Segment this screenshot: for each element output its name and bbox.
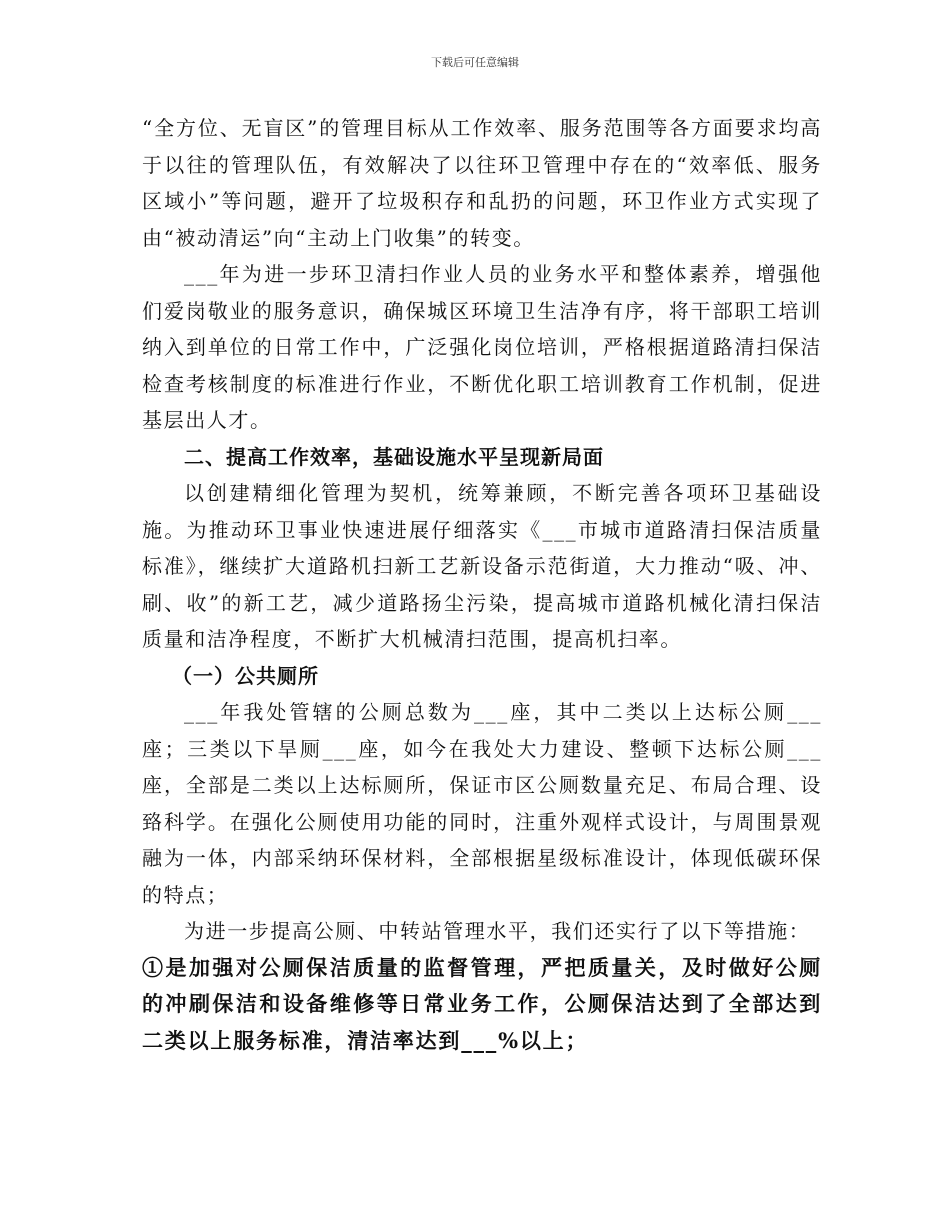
paragraph-1: “全方位、无盲区”的管理目标从工作效率、服务范围等各方面要求均高于以往的管理队伍，有效解决了以往环卫管理中存在的“效率低、服务区域小”等问题，避开了垃圾积存和乱扔的问题，环卫作业方式实现了由“被动清运”向“主动上门收集”的转变。 <box>142 116 822 250</box>
paragraph-2: ___年为进一步环卫清扫作业人员的业务水平和整体素养，增强他们爱岗敬业的服务意识，确保城区环境卫生洁净有序，将干部职工培训纳入到单位的日常工作中，广泛强化岗位培训，严格根据道路清扫保洁检查考核制度的标准进行作业，不断优化职工培训教育工作机制，促进基层出人才。 <box>142 262 822 432</box>
page-header-note: 下载后可任意编辑 <box>431 56 519 69</box>
section-heading-2: 二、提高工作效率，基础设施水平呈现新局面 <box>184 444 604 469</box>
paragraph-5: 为进一步提高公厕、中转站管理水平，我们还实行了以下等措施： <box>184 919 811 943</box>
paragraph-4: ___年我处管辖的公厕总数为___座，其中二类以上达标公厕___座；三类以下旱厕___座，如今在我处大力建设、整顿下达标公厕___座，全部是二类以上达标厕所，保证市区公厕数量充足、布局合理、设臵科学。在强化公厕使用功能的同时，注重外观样式设计，与周围景观融为一体，内部采纳环保材料，全部根据星级标准设计，体现低碳环保的特点； <box>142 700 822 907</box>
document-body <box>142 110 822 1059</box>
paragraph-3: 以创建精细化管理为契机，统筹兼顾，不断完善各项环卫基础设施。为推动环卫事业快速进展仔细落实《___市城市道路清扫保洁质量标准》，继续扩大道路机扫新工艺新设备示范街道，大力推动“吸、冲、刷、收”的新工艺，减少道路扬尘污染，提高城市道路机械化清扫保洁质量和洁净程度，不断扩大机械清扫范围，提高机扫率。 <box>142 481 822 651</box>
measure-item-1: ①是加强对公厕保洁质量的监督管理，严把质量关，及时做好公厕的冲刷保洁和设备维修等日常业务工作，公厕保洁达到了全部达到二类以上服务标准，清洁率达到___%以上； <box>142 954 822 1053</box>
subheading-public-toilets: （一）公共厕所 <box>172 663 319 688</box>
